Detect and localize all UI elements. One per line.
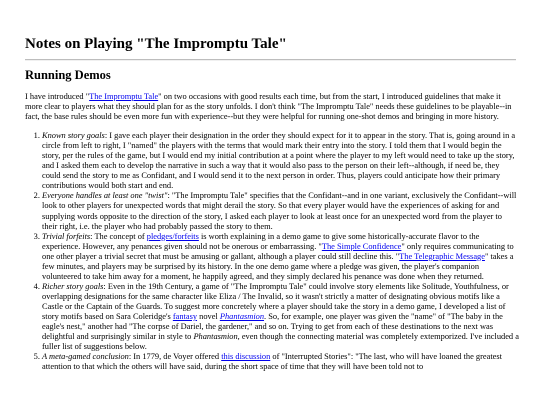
item-term: Richer story goals	[42, 281, 104, 291]
phantasmion-link-label: Phantasmion	[219, 311, 265, 321]
title-divider	[25, 59, 516, 61]
item-text: . So, for example, one player was given the "name" of "The baby in the eagle's nest," another had "The corpse of Dariel, the gardener," and so on. Trying to get from each of these destinations to the next was delightful and surprisingly similar in style to	[42, 311, 503, 342]
item-text: novel	[197, 311, 220, 321]
item-term: A meta-gamed conclusion	[42, 352, 129, 362]
guidelines-list	[25, 131, 519, 372]
telegraphic-message-link[interactable]: The Telegraphic Message	[399, 251, 485, 261]
item-term: Everyone handles at least one "twist"	[42, 191, 168, 201]
item-text: , even though the connecting material was completely extemporized. I've included a fuller list of suggestions below.	[42, 332, 519, 352]
impromptu-tale-link[interactable]: The Impromptu Tale	[89, 92, 159, 101]
this-discussion-link[interactable]: this discussion	[221, 352, 271, 362]
list-item	[42, 131, 519, 191]
fantasy-link[interactable]: fantasy	[172, 311, 198, 321]
item-text: : Even in the 19th Century, a game of "The Impromptu Tale" could involve story elements like Solitude, Youthfulness, or overlapping designations for the same character like Eliza / The Invalid, so it wasn't strictly a matter of designating obvious motifs like a Castle or the Captain of the Guards. To suggest more concretely where a player should take the story in a demo game, I developed a list of story motifs based on Sara Coleridge's	[42, 281, 509, 321]
main-content	[25, 92, 519, 372]
phantasmion-link[interactable]	[220, 312, 264, 321]
item-term: Known story goals	[42, 131, 105, 141]
item-term: Trivial forfeits	[42, 231, 91, 241]
page-title: Notes on Playing "The Impromptu Tale"	[25, 36, 287, 52]
pledges-forfeits-link[interactable]: pledges/forfeits	[146, 231, 199, 241]
item-text: is worth explaining in a demo game to give some historically-accurate flavor to the experience. However, any penances given should not be onerous or embarrassing. "	[42, 231, 480, 251]
list-item	[42, 232, 519, 282]
item-text: " only requires communicating to one other player a trivial secret that must be amusing or gallant, although a player could still decline this. "	[42, 241, 514, 261]
intro-text: " on two occasions with good results each time, but from the start, I introduced guidelines that make it more clear to players what they should plan for as the story unfolds. I don't think "The Impromptu Tale" needs these guidelines to be playable--in fact, the base rules should be even more fun with experience--but they were helpful for running one-shot demos and bringing in more history.	[25, 92, 512, 122]
item-emphasis: Phantasmion	[193, 332, 238, 342]
list-item	[42, 352, 519, 372]
list-item	[42, 191, 519, 231]
intro-paragraph	[25, 92, 519, 122]
list-item	[42, 282, 519, 352]
item-text: " takes a few minutes, and players may be surprised by its history. In the one demo game where a pledge was given, the player's companion volunteered to take him away for a moment, he happily agreed, and they simply declared his penance was done when they returned.	[42, 251, 514, 281]
section-heading: Running Demos	[25, 68, 111, 82]
item-text: : The concept of	[90, 231, 147, 241]
item-text: : In 1779, de Voyer offered	[128, 352, 222, 362]
item-text: : I gave each player their designation in the order they should expect for it to appear in the story. That is, going around in a circle from left to right, I "named" the players with the terms that would mark their entry into the story. I told them that I would begin the story, per the rules of the game, but I would end my initial contribution at a point where the player to my left would need to take up the story, and I asked them each to develop the narrative in such a way that it would also pass to the person on their left--although, if need be, they could send the story to me as Confidant, and I would send it to the next person in order. Thus, players could anticipate how their primary contributions would both start and end.	[42, 131, 516, 191]
simple-confidence-link[interactable]: The Simple Confidence	[321, 241, 402, 251]
item-text: : "The Impromptu Tale" specifies that the Confidant--and in one variant, exclusively the Confidant--will look to other players for unexpected words that might derail the story. So that every player would have the experiences of asking for and supplying words opposite to the direction of the story, I asked each player to look at least once for an unexpected word from the player to their right, i.e. the player who had probably passed the story to them.	[42, 191, 517, 231]
item-text: of "Interrupted Stories": "The last, who will have loaned the greatest attention to that which the others will have said, during the short space of time that they will have been told not to	[42, 352, 502, 372]
intro-text: I have introduced "	[25, 92, 90, 101]
